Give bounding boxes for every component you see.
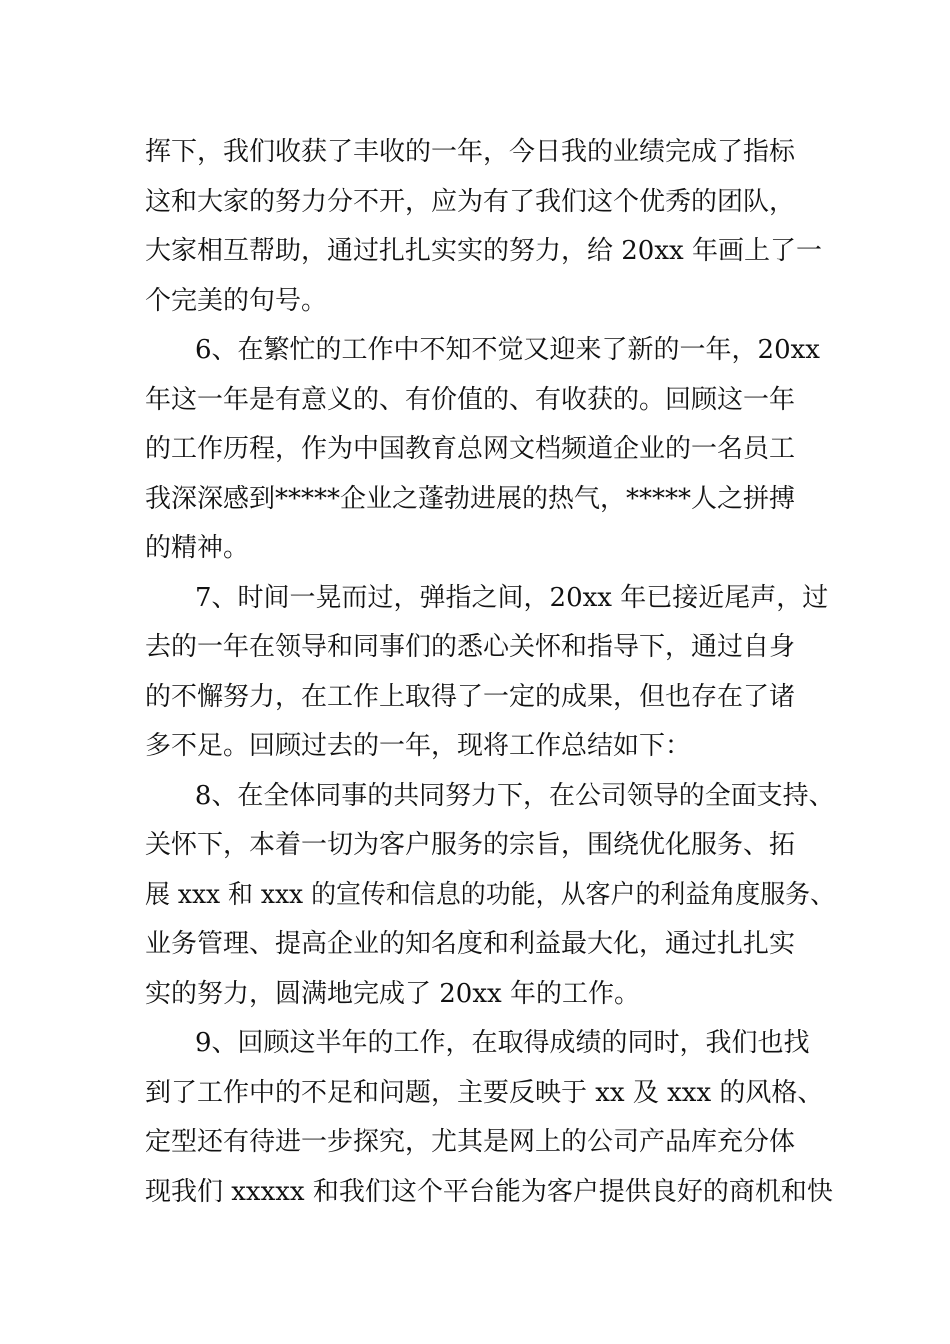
text-line: 到了工作中的不足和问题，主要反映于 xx 及 xxx 的风格、 [145, 1077, 824, 1108]
text-line: 的不懈努力，在工作上取得了一定的成果，但也存在了诸 [145, 681, 796, 712]
text-line: 关怀下，本着一切为客户服务的宗旨，围绕优化服务、拓 [145, 830, 796, 860]
text-line: 展 xxx 和 xxx 的宣传和信息的功能，从客户的利益角度服务、 [145, 879, 836, 910]
paragraph-first-line: 9、回顾这半年的工作，在取得成绩的同时，我们也找 [195, 1028, 810, 1058]
text-line: 年这一年是有意义的、有价值的、有收获的。回顾这一年 [145, 384, 796, 415]
text-line: 定型还有待进一步探究，尤其是网上的公司产品库充分体 [145, 1127, 796, 1157]
paragraph-first-line: 8、在全体同事的共同努力下，在公司领导的全面支持、 [194, 780, 835, 811]
paragraph-first-line: 7、时间一晃而过，弹指之间，20xx 年已接近尾声，过 [195, 582, 829, 613]
text-line: 个完美的句号。 [145, 285, 328, 316]
text-line: 现我们 xxxxx 和我们这个平台能为客户提供良好的商机和快 [145, 1176, 833, 1207]
text-line: 我深深感到*****企业之蓬勃进展的热气，*****人之拼搏 [145, 483, 796, 514]
text-line: 业务管理、提高企业的知名度和利益最大化，通过扎扎实 [145, 929, 796, 959]
text-line: 大家相互帮助，通过扎扎实实的努力，给 20xx 年画上了一 [145, 236, 822, 266]
text-line: 这和大家的努力分不开，应为有了我们这个优秀的团队， [145, 186, 796, 217]
text-line: 的工作历程，作为中国教育总网文档频道企业的一名员工 [145, 434, 796, 464]
text-line: 挥下，我们收获了丰收的一年，今日我的业绩完成了指标 [145, 137, 796, 167]
body-text [145, 128, 835, 1217]
text-line: 的精神。 [145, 533, 250, 563]
text-line: 实的努力，圆满地完成了 20xx 年的工作。 [145, 978, 640, 1009]
text-line: 去的一年在领导和同事们的悉心关怀和指导下，通过自身 [145, 632, 796, 662]
paragraph-first-line: 6、在繁忙的工作中不知不觉又迎来了新的一年，20xx [195, 335, 820, 365]
text-line: 多不足。回顾过去的一年，现将工作总结如下： [145, 731, 692, 761]
